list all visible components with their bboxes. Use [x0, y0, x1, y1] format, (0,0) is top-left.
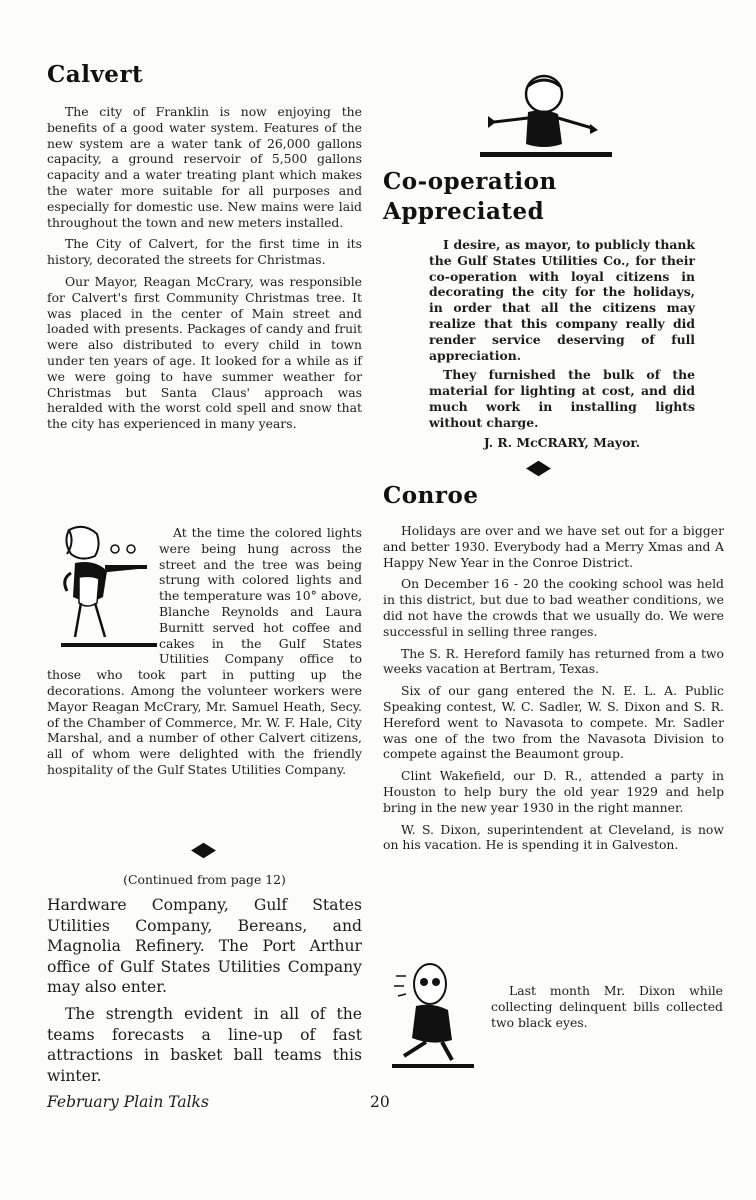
paragraph: The city of Franklin is now enjoying the benefits of a good water system. Features of the new system are a water tank of 26,000 gallons capacity, a ground reservoir of 5,500 gallons capacity and a water treating plant which makes the water more suitable for all purposes and especially for domestic use. New mains were laid throughout the town and new meters installed.	[47, 104, 362, 230]
paragraph: Our Mayor, Reagan McCrary, was responsible for Calvert's first Community Christmas tree. It was placed in the center of Main street and loaded with presents. Packages of candy and fruit were also distributed to every child in town under ten years of age. It looked for a while as if we were going to have summer weather for Christmas but Santa Claus' approach was heralded with the worst cold spell and snow that the city has experienced in many years.	[47, 273, 362, 432]
paragraph: On December 16 - 20 the cooking school was held in this district, but due to bad weather conditions, we did not have the crowds that we usually do. We were successful in selling three ranges.	[383, 576, 724, 639]
bowing-man-illustration	[478, 72, 614, 166]
conroe-article	[383, 523, 724, 859]
signature: J. R. McCRARY, Mayor.	[483, 434, 641, 450]
paragraph: W. S. Dixon, superintendent at Cleveland, is now on his vacation. He is spending it in Galveston.	[383, 821, 724, 853]
calvert-heading: Calvert	[47, 61, 144, 88]
conroe-heading: Conroe	[383, 482, 479, 509]
paragraph: The strength evident in all of the teams forecasts a line-up of fast attractions in basket ball teams this winter.	[47, 1004, 362, 1085]
mayor-letter	[429, 237, 695, 450]
publication-title: February Plain Talks	[47, 1093, 209, 1111]
black-eyes-cartoon-icon	[390, 962, 480, 1072]
continued-note: (Continued from page 12)	[123, 872, 286, 887]
paragraph: The S. R. Hereford family has returned from a two weeks vacation at Bertram, Texas.	[383, 645, 724, 677]
calvert-wrapped-article	[47, 525, 362, 784]
waitress-cartoon-icon	[47, 525, 159, 653]
section-divider-diamond-icon	[526, 461, 551, 477]
paragraph: Last month Mr. Dixon while collecting delinquent bills collected two black eyes.	[491, 983, 723, 1030]
paragraph: Clint Wakefield, our D. R., attended a party in Houston to help bury the old year 1929 and help bring in the new year 1930 in the right manner.	[383, 768, 724, 815]
dixon-caption	[491, 983, 723, 1036]
paragraph: At the time the colored lights were being hung across the street and the tree was being strung with colored lights and the temperature was 10° above, Blanche Reynolds and Laura Burnitt served hot coffee and cakes in the Gulf States Utilities Company office to those who took part in putting up the decorations. Among the volunteer workers were Mayor Reagan McCrary, Mr. Samuel Heath, Secy. of the Chamber of Commerce, Mr. W. F. Hale, City Marshal, and a number of other Calvert citizens, all of whom were delighted with the friendly hospitality of the Gulf States Utilities Company.	[47, 525, 362, 777]
section-divider-diamond-icon	[191, 843, 216, 859]
paragraph: Six of our gang entered the N. E. L. A. Public Speaking contest, W. C. Sadler, W. S. Dixon and S. R. Hereford went to Navasota to compete. Mr. Sadler was one of the two from the Navasota Division to compete against the Beaumont group.	[383, 683, 724, 762]
cooperation-heading-line2: Appreciated	[383, 198, 545, 225]
paragraph: They furnished the bulk of the material for lighting at cost, and did much work in installing lights without charge.	[429, 367, 695, 430]
paragraph: Hardware Company, Gulf States Utilities Company, Bereans, and Magnolia Refinery. The Port Arthur office of Gulf States Utilities Company may also enter.	[47, 896, 362, 997]
continued-article	[47, 895, 362, 1092]
paragraph: I desire, as mayor, to publicly thank the Gulf States Utilities Co., for their co-operation with loyal citizens in decorating the city for the holidays, in order that all the citizens may realize that this company really did render service deserving of full appreciation.	[429, 237, 695, 363]
waitress-illustration	[47, 525, 159, 653]
calvert-article	[47, 104, 362, 438]
paragraph: The City of Calvert, for the first time in its history, decorated the streets for Christmas.	[47, 236, 362, 268]
cooperation-heading-line1: Co-operation	[383, 168, 557, 195]
page-number: 20	[370, 1093, 390, 1111]
bowing-man-cartoon-icon	[478, 72, 614, 162]
paragraph: Holidays are over and we have set out for a bigger and better 1930. Everybody had a Merry Xmas and A Happy New Year in the Conroe District.	[383, 523, 724, 570]
dixon-illustration	[390, 962, 480, 1076]
